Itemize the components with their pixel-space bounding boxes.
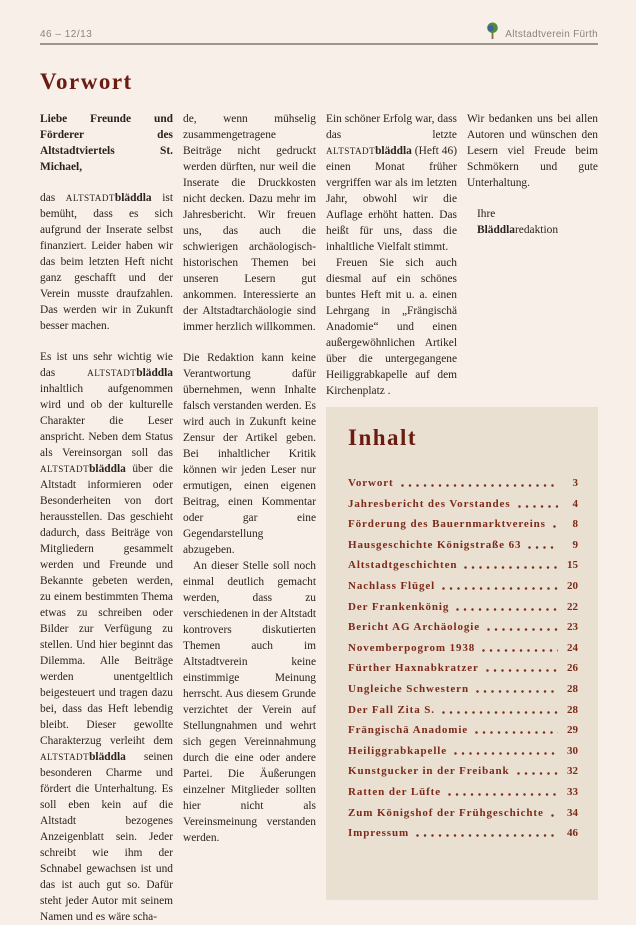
toc-entry-label: Hausgeschichte Königstraße 63 — [348, 538, 522, 551]
toc-entry — [348, 559, 578, 571]
paragraph: Ihre — [477, 208, 496, 220]
toc-entry-page: 33 — [567, 785, 578, 798]
toc-dot-leader — [448, 793, 558, 796]
toc-dot-leader — [518, 505, 558, 508]
toc-entry-label: Altstadtgeschichten — [348, 559, 458, 572]
toc-entry-page: 23 — [567, 621, 578, 634]
paragraph: An dieser Stelle soll noch einmal deutlich gemacht werden, dass zu verschiedenen in der Altstadt kontrovers diskutierten Themen auch im Altstadtverein keine einstimmige Meinung herrscht. Aus diesem Grunde verzichtet der Verein auf Stellungnahmen und wehrt sich gegen Vereinnahmung durch die eine oder andere Partei. Die Äußerungen einzelner Mitglieder sollten hier nicht als Vereinsmeinung verstanden werden. — [183, 560, 316, 844]
toc-entry-page: 8 — [572, 518, 578, 531]
toc-entry-label: Zum Königshof der Frühgeschichte — [348, 806, 544, 819]
text-column-4 — [467, 111, 598, 393]
toc-entry-page: 9 — [572, 538, 578, 551]
toc-entry-page: 46 — [567, 827, 578, 840]
paragraph: Bläddlaredaktion — [477, 224, 559, 236]
toc-dot-leader — [416, 834, 558, 837]
paragraph: Die Redaktion kann keine Verantwortung dafür übernehmen, wenn Inhalte falsch verstanden werden. Es wird auch in Zukunft keine Zensur der Artikel geben. Bei inhaltlicher Kritik können wir jeden Leser nur ermutigen, einen eigenen Beitrag, einen Kommentar oder gar eine Gegendarstellung abzugeben. — [183, 352, 316, 556]
toc-entry — [348, 539, 578, 551]
paragraph: das ALTSTADTbläddla ist bemüht, dass es sich aufgrund der Inserate selbst finanziert. Leider haben wir das beim letzten Heft nicht ganz geschafft und der Verein musste draufzahlen. Das werden wir in Zukunft besser machen. — [40, 192, 173, 332]
toc-entry-label: Förderung des Bauernmarktvereins — [348, 518, 546, 531]
toc-entry — [348, 662, 578, 674]
toc-entry-page: 34 — [567, 806, 578, 819]
toc-dot-leader — [442, 711, 558, 714]
toc-entry — [348, 498, 578, 510]
toc-dot-leader — [442, 587, 558, 590]
toc-entry-page: 32 — [567, 765, 578, 778]
toc-entry-label: Heiliggrabkapelle — [348, 744, 448, 757]
toc-entry-label: Fürther Haxnabkratzer — [348, 662, 479, 675]
toc-entry-label: Impressum — [348, 827, 410, 840]
toc-entry-label: Kunstgucker in der Freibank — [348, 765, 510, 778]
toc-entry — [348, 580, 578, 592]
toc-entry — [348, 704, 578, 716]
toc-list — [348, 477, 578, 848]
toc-dot-leader — [476, 690, 558, 693]
toc-dot-leader — [528, 546, 558, 549]
toc-entry-label: Jahresbericht des Vorstandes — [348, 497, 511, 510]
toc-dot-leader — [464, 566, 558, 569]
toc-entry-page: 26 — [567, 662, 578, 675]
toc-entry-page: 28 — [567, 703, 578, 716]
toc-title: Inhalt — [348, 425, 418, 450]
toc-dot-leader — [456, 608, 558, 611]
toc-dot-leader — [487, 628, 558, 631]
toc-dot-leader — [401, 484, 558, 487]
right-section — [326, 111, 598, 900]
toc-entry-label: Der Frankenkönig — [348, 600, 450, 613]
toc-entry-page: 20 — [567, 579, 578, 592]
toc-entry — [348, 642, 578, 654]
toc-entry-label: Frängischä Anadomie — [348, 724, 469, 737]
page-header — [40, 22, 598, 45]
paragraph: Es ist uns sehr wichtig wie das ALTSTADTbläddla inhaltlich aufgenommen wird und ob der kulturelle Charakter die Leser anspricht. Neben dem Status als Vereinsorgan soll das ALTSTADTbläddla über die Altstadt informieren oder Besonderheiten von dort herausstellen. Das geschieht dadurch, dass Beiträge von Mitgliedern gesammelt werden und Freunde und Bekannte gebeten werden, zu einem bestimmten Thema etwas zu schreiben oder Bilder zur Verfügung zu stellen. Und hier beginnt das Dilemma. Alle Beiträge werden unentgeltlich beigesteuert und tragen dazu bei, dass das Heft lebendig bleibt. Dieser gewollte Charakterzug verleiht dem ALTSTADTbläddla seinen besonderen Charme und fördert die Unterhaltung. Es soll eben kein auf die Altstadt bezogenes Anzeigenblatt sein. Jeder schreibt wie ihm der Schnabel gewachsen ist und das ist auch gut so. Dafür steht jeder Autor mit seinem Namen und es wäre scha- — [40, 351, 173, 923]
toc-dot-leader — [454, 752, 558, 755]
table-of-contents-box — [326, 407, 598, 900]
text-column-3 — [326, 111, 457, 397]
toc-entry-page: 22 — [567, 600, 578, 613]
paragraph: Liebe Freunde und Förderer des Altstadtviertels St. Michael, — [40, 113, 173, 173]
toc-entry — [348, 827, 578, 839]
toc-entry — [348, 621, 578, 633]
brand-name: Altstadtverein Fürth — [505, 29, 598, 40]
toc-dot-leader — [486, 669, 558, 672]
toc-dot-leader — [482, 649, 558, 652]
toc-entry-label: Ungleiche Schwestern — [348, 682, 469, 695]
toc-entry-page: 29 — [567, 724, 578, 737]
paragraph: de, wenn mühselig zusammengetragene Beiträge nicht gedruckt werden dürften, nur weil die Inserate die Druckkosten nicht decken. Dazu mehr im Jahresbericht. Wir freuen uns, das auch die schwierigen archäologisch-historischen Themen bei unseren Lesern gut ankommen. Interessierte an der Altstadtarchäologie sind immer herzlich willkommen. — [183, 113, 316, 333]
toc-entry-page: 30 — [567, 744, 578, 757]
toc-dot-leader — [517, 772, 558, 775]
toc-entry-label: Der Fall Zita S. — [348, 703, 435, 716]
page-title: Vorwort — [40, 69, 133, 94]
toc-entry-label: Vorwort — [348, 477, 394, 489]
toc-entry — [348, 601, 578, 613]
right-columns — [326, 111, 598, 397]
toc-entry — [348, 518, 578, 530]
toc-entry — [348, 477, 578, 489]
toc-entry-label: Novemberpogrom 1938 — [348, 641, 476, 654]
toc-dot-leader — [475, 731, 558, 734]
toc-entry — [348, 683, 578, 695]
toc-dot-leader — [551, 814, 558, 817]
toc-entry — [348, 745, 578, 757]
toc-entry-page: 28 — [567, 682, 578, 695]
toc-entry-page: 3 — [572, 477, 578, 489]
toc-entry — [348, 807, 578, 819]
paragraph: Wir bedanken uns bei allen Autoren und wünschen den Lesern viel Freude beim Schmökern und gute Unterhaltung. — [467, 113, 598, 189]
toc-dot-leader — [553, 525, 558, 528]
header-brand — [486, 22, 598, 40]
toc-entry-label: Ratten der Lüfte — [348, 785, 442, 798]
toc-entry-label: Nachlass Flügel — [348, 579, 436, 592]
text-column-1 — [40, 111, 173, 923]
toc-entry-label: Bericht AG Archäologie — [348, 621, 481, 634]
toc-entry-page: 15 — [567, 559, 578, 572]
paragraph: Freuen Sie sich auch diesmal auf ein schönes buntes Heft mit u. a. einen Lehrgang in „Frängischä Anadomie“ und einen außergewöhnlichen Artikel über die untergegangene Heiliggrabkapelle auf dem Kirchenplatz . — [326, 257, 457, 397]
issue-number: 46 – 12/13 — [40, 29, 93, 40]
toc-entry — [348, 724, 578, 736]
toc-entry — [348, 786, 578, 798]
tree-icon — [486, 22, 499, 40]
paragraph: Ein schöner Erfolg war, dass das letzte ALTSTADTbläddla (Heft 46) einen Monat früher vergriffen war als im letzten Jahr, obwohl wir die Auflage erhöht hatten. Das heißt für uns, dass die inhaltliche Vielfalt stimmt. — [326, 113, 457, 253]
toc-entry-page: 24 — [567, 641, 578, 654]
article-body — [40, 111, 598, 923]
toc-entry — [348, 765, 578, 777]
text-column-2 — [183, 111, 316, 900]
toc-entry-page: 4 — [572, 497, 578, 510]
